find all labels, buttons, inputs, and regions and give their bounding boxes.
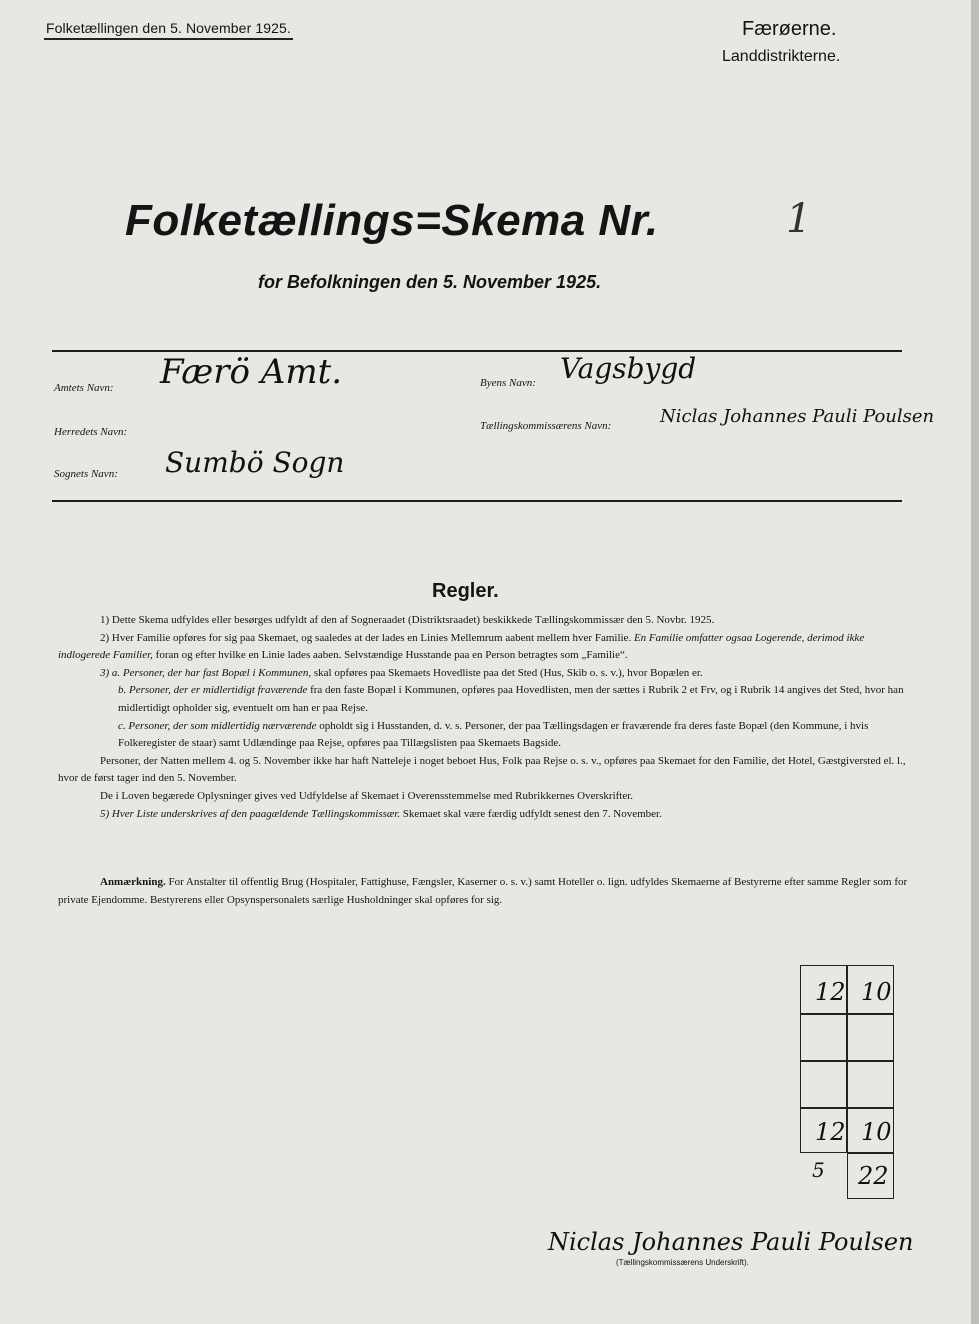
tally-total-box [847, 1153, 894, 1199]
paper-edge [971, 0, 979, 1324]
form-number-handwritten: 1 [786, 196, 812, 242]
rule-1: 1) Dette Skema udfyldes eller besørges udfyldt af den af Sogneraadet (Distriktsraadet) beskikkede Tællingskommissær den 5. Novbr. 1925. [100, 614, 715, 626]
rule-2: 2) Hver Familie opføres for sig paa Skemaet, og saaledes at der lades en Linies Mellemrum aabent mellem hver Familie. En Familie omfatter ogsaa Logerende, derimod ikke indlogerede Familier, foran og efter hvilke en Linie lades aaben. Selvstændige Husstande paa en Person betragtes som „Familie“. [58, 631, 865, 662]
header-region: Færøerne. [742, 18, 837, 40]
rule-3a: 3) a. Personer, der har fast Bopæl i Kommunen, skal opføres paa Skemaets Hovedliste paa det Sted (Hus, Skib o. s. v.), hvor Bopælen er. [100, 666, 703, 679]
rule-3c: c. Personer, der som midlertidig nærværende opholdt sig i Husstanden, d. v. s. Personer, der paa Tællingsdagen er fraværende fra deres faste Bopæl (den Kommune, i hvis Folkeregister de staar) samt Udlændinge paa Rejse, opføres paa Tillægslisten paa Skemaets Bagside. [118, 719, 869, 750]
tally-divider [846, 966, 848, 1152]
sogn-value: Sumbö Sogn [165, 446, 345, 479]
header-census-date: Folketællingen den 5. November 1925. [44, 20, 293, 40]
by-value: Vagsbygd [560, 352, 697, 385]
rule-4: De i Loven begærede Oplysninger gives ved Udfyldelse af Skemaet i Overensstemmelse med Rubrikkernes Overskrifter. [100, 789, 634, 802]
signature-caption: (Tællingskommissærens Underskrift). [616, 1258, 749, 1267]
form-subtitle: for Befolkningen den 5. November 1925. [258, 272, 602, 292]
sogn-label: Sognets Navn: [54, 468, 118, 480]
amt-value: Færö Amt. [160, 352, 343, 392]
kommissaer-value: Niclas Johannes Pauli Poulsen [660, 406, 935, 427]
rule-3d: Personer, der Natten mellem 4. og 5. November ikke har haft Natteleje i noget beboet Hus, Folk paa Rejse o. s. v., opføres paa Skemaet for den Familie, det Hotel, Gæstgiversted el. l., hvor de først tager ind den 5. November. [58, 754, 906, 785]
herred-label: Herredets Navn: [54, 426, 128, 438]
rules-text [58, 612, 908, 823]
rules-heading: Regler. [432, 580, 499, 602]
tally-row1-left: 12 [815, 978, 846, 1006]
tally-row4-right: 10 [861, 1118, 892, 1146]
tally-total: 22 [858, 1162, 889, 1190]
signature: Niclas Johannes Pauli Poulsen [548, 1228, 914, 1256]
amt-label: Amtets Navn: [54, 382, 114, 394]
tally-row-line [801, 1060, 893, 1062]
header-district-type: Landdistrikterne. [722, 48, 841, 65]
note-label: Anmærkning. [100, 876, 166, 888]
by-label: Byens Navn: [480, 377, 536, 389]
tally-row-line [801, 1107, 893, 1109]
form-title: Folketællings=Skema Nr. [125, 196, 659, 245]
rule-5: 5) Hver Liste underskrives af den paagældende Tællingskommissær. Skemaet skal være færdig udfyldt senest den 7. November. [100, 807, 662, 820]
note-text: Anmærkning. For Anstalter til offentlig Brug (Hospitaler, Fattighuse, Fængsler, Kaserner o. s. v.) samt Hoteller o. lign. udfyldes Skemaerne af Bestyrerne efter samme Regler som for private Ejendomme. Bestyrerens eller Opsynspersonalets særlige Husholdninger skal opføres for sig. [58, 876, 908, 906]
tally-row1-right: 10 [861, 978, 892, 1006]
rule-3b: b. Personer, der er midlertidigt fraværende fra den faste Bopæl i Kommunen, opføres paa Hovedlisten, men der sættes i Rubrik 2 et Frv, og i Rubrik 14 angives det Sted, hvor han midlertidigt opholder sig, eventuelt om han er paa Rejse. [118, 684, 904, 714]
kommissaer-label: Tællingskommissærens Navn: [480, 420, 612, 432]
tally-row-line [801, 1013, 893, 1015]
tally-box [800, 965, 894, 1153]
tally-outside-value: 5 [812, 1158, 825, 1182]
bottom-rule [52, 500, 902, 502]
tally-row4-left: 12 [815, 1118, 846, 1146]
